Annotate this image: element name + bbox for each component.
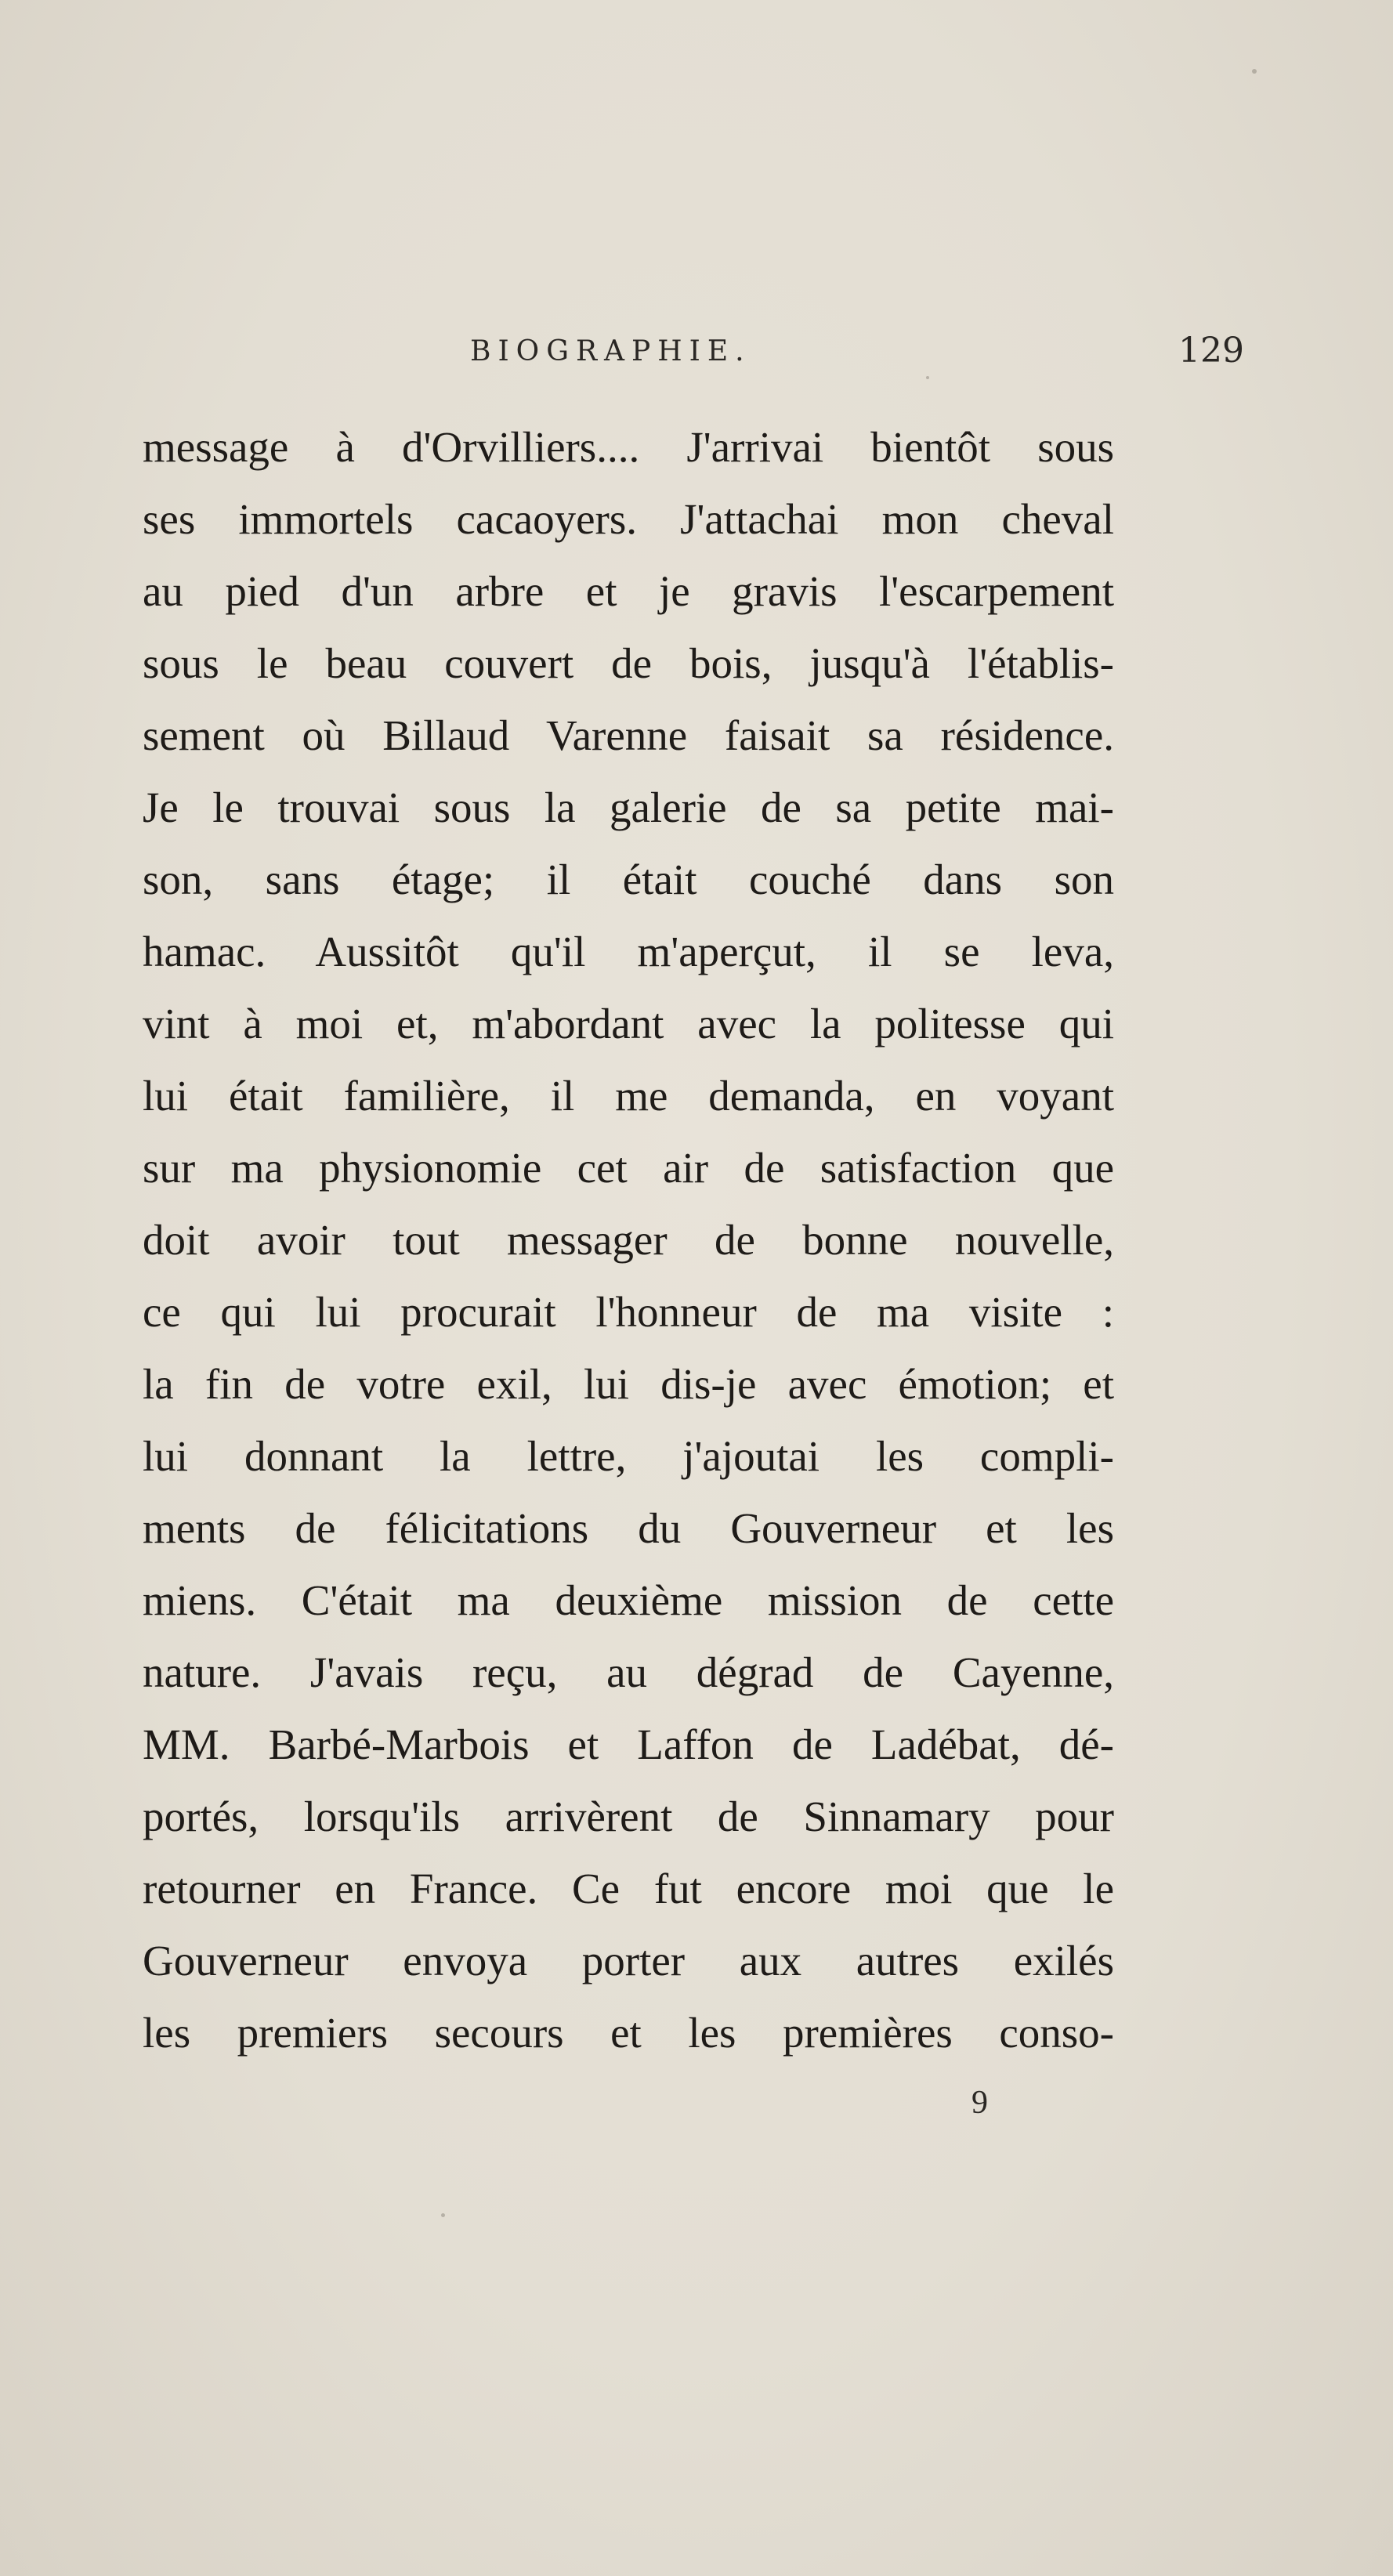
paper-speck	[1252, 69, 1257, 74]
text-line: hamac. Aussitôt qu'il m'aperçut, il se leva,	[143, 928, 1114, 975]
text-line: ce qui lui procurait l'honneur de ma visite :	[143, 1288, 1114, 1336]
text-line: lui donnant la lettre, j'ajoutai les compli-	[143, 1432, 1114, 1480]
text-line: retourner en France. Ce fut encore moi que le	[143, 1865, 1114, 1912]
text-line: ses immortels cacaoyers. J'attachai mon cheval	[143, 495, 1114, 543]
page-number: 129	[1178, 331, 1244, 371]
text-line: nature. J'avais reçu, au dégrad de Cayenne,	[143, 1648, 1114, 1696]
text-line: sur ma physionomie cet air de satisfaction que	[143, 1144, 1114, 1192]
paper-speck	[441, 2213, 445, 2217]
running-title: BIOGRAPHIE.	[470, 335, 751, 367]
text-line: miens. C'était ma deuxième mission de cette	[143, 1576, 1114, 1624]
text-line: sement où Billaud Varenne faisait sa résidence.	[143, 711, 1114, 759]
running-head	[470, 327, 1254, 374]
text-line: doit avoir tout messager de bonne nouvelle,	[143, 1216, 1114, 1264]
signature-mark: 9	[971, 2085, 988, 2121]
text-line: ments de félicitations du Gouverneur et les	[143, 1504, 1114, 1552]
text-line: la fin de votre exil, lui dis-je avec émotion; et	[143, 1360, 1114, 1408]
text-line: vint à moi et, m'abordant avec la politesse qui	[143, 1000, 1114, 1047]
text-line: MM. Barbé-Marbois et Laffon de Ladébat, dé-	[143, 1720, 1114, 1768]
text-line: lui était familière, il me demanda, en voyant	[143, 1072, 1114, 1120]
text-line: sous le beau couvert de bois, jusqu'à l'établis-	[143, 639, 1114, 687]
text-line: message à d'Orvilliers.... J'arrivai bientôt sous	[143, 423, 1114, 471]
text-line: portés, lorsqu'ils arrivèrent de Sinnamary pour	[143, 1793, 1114, 1840]
text-line: les premiers secours et les premières conso-	[143, 2009, 1114, 2057]
body-text	[143, 411, 1114, 2069]
text-line: son, sans étage; il était couché dans son	[143, 856, 1114, 903]
text-line: au pied d'un arbre et je gravis l'escarpement	[143, 567, 1114, 615]
text-line: Gouverneur envoya porter aux autres exilés	[143, 1937, 1114, 1984]
paper-speck	[926, 376, 929, 379]
text-line: Je le trouvai sous la galerie de sa petite mai-	[143, 783, 1114, 831]
